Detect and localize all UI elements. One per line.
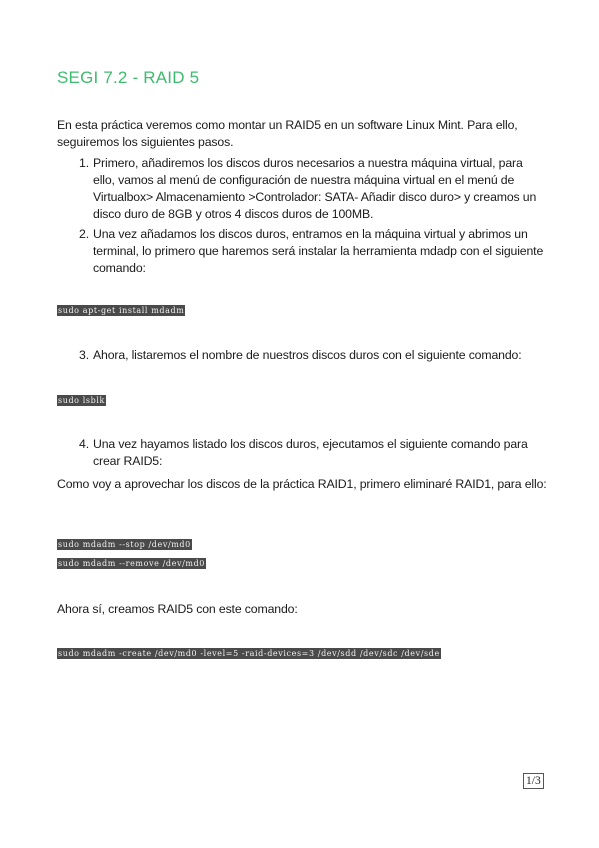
list-item-text: Ahora, listaremos el nombre de nuestros discos duros con el siguiente comando:: [93, 348, 522, 362]
create-note-paragraph: Ahora sí, creamos RAID5 con este comando:: [57, 602, 298, 616]
code-remove-md0: sudo mdadm --remove /dev/md0: [58, 559, 205, 568]
list-item: [77, 436, 545, 470]
page-number: 1/3: [523, 773, 544, 789]
list-item: [77, 226, 545, 277]
list-item: [77, 155, 545, 223]
list-item-number: 2.: [79, 227, 89, 241]
list-item-text: Primero, añadiremos los discos duros necesarios a nuestra máquina virtual, para ello, vamos al menú de configuración de nuestra máquina virtual en el menú de Virtualbox> Almacenamiento >Controlador: SATA- Añadir disco duro> y creamos un disco duro de 8GB y otros 4 discos duros de 100MB.: [93, 156, 537, 221]
document-title: SEGI 7.2 - RAID 5: [57, 68, 200, 87]
intro-paragraph: En esta práctica veremos como montar un RAID5 en un software Linux Mint. Para ello, seguiremos los siguientes pasos.: [57, 118, 518, 149]
code-lsblk: sudo lsblk: [58, 396, 105, 405]
list-item-text: Una vez hayamos listado los discos duros, ejecutamos el siguiente comando para crear RAID5:: [93, 437, 528, 468]
list-item-number: 4.: [79, 437, 89, 451]
list-item-number: 3.: [79, 348, 89, 362]
list-item: [77, 347, 545, 364]
code-install-mdadm: sudo apt-get install mdadm: [58, 306, 185, 315]
code-create-raid5: sudo mdadm -create /dev/md0 -level=5 -raid-devices=3 /dev/sdd /dev/sdc /dev/sde: [58, 649, 440, 658]
list-item-number: 1.: [79, 156, 89, 170]
code-stop-md0: sudo mdadm --stop /dev/md0: [58, 540, 191, 549]
list-item-text: Una vez añadamos los discos duros, entramos en la máquina virtual y abrimos un terminal, lo primero que haremos será instalar la herramienta mdadp con el siguiente comando:: [93, 227, 544, 275]
raid1-note-paragraph: Como voy a aprovechar los discos de la práctica RAID1, primero eliminaré RAID1, para ello:: [57, 477, 547, 491]
